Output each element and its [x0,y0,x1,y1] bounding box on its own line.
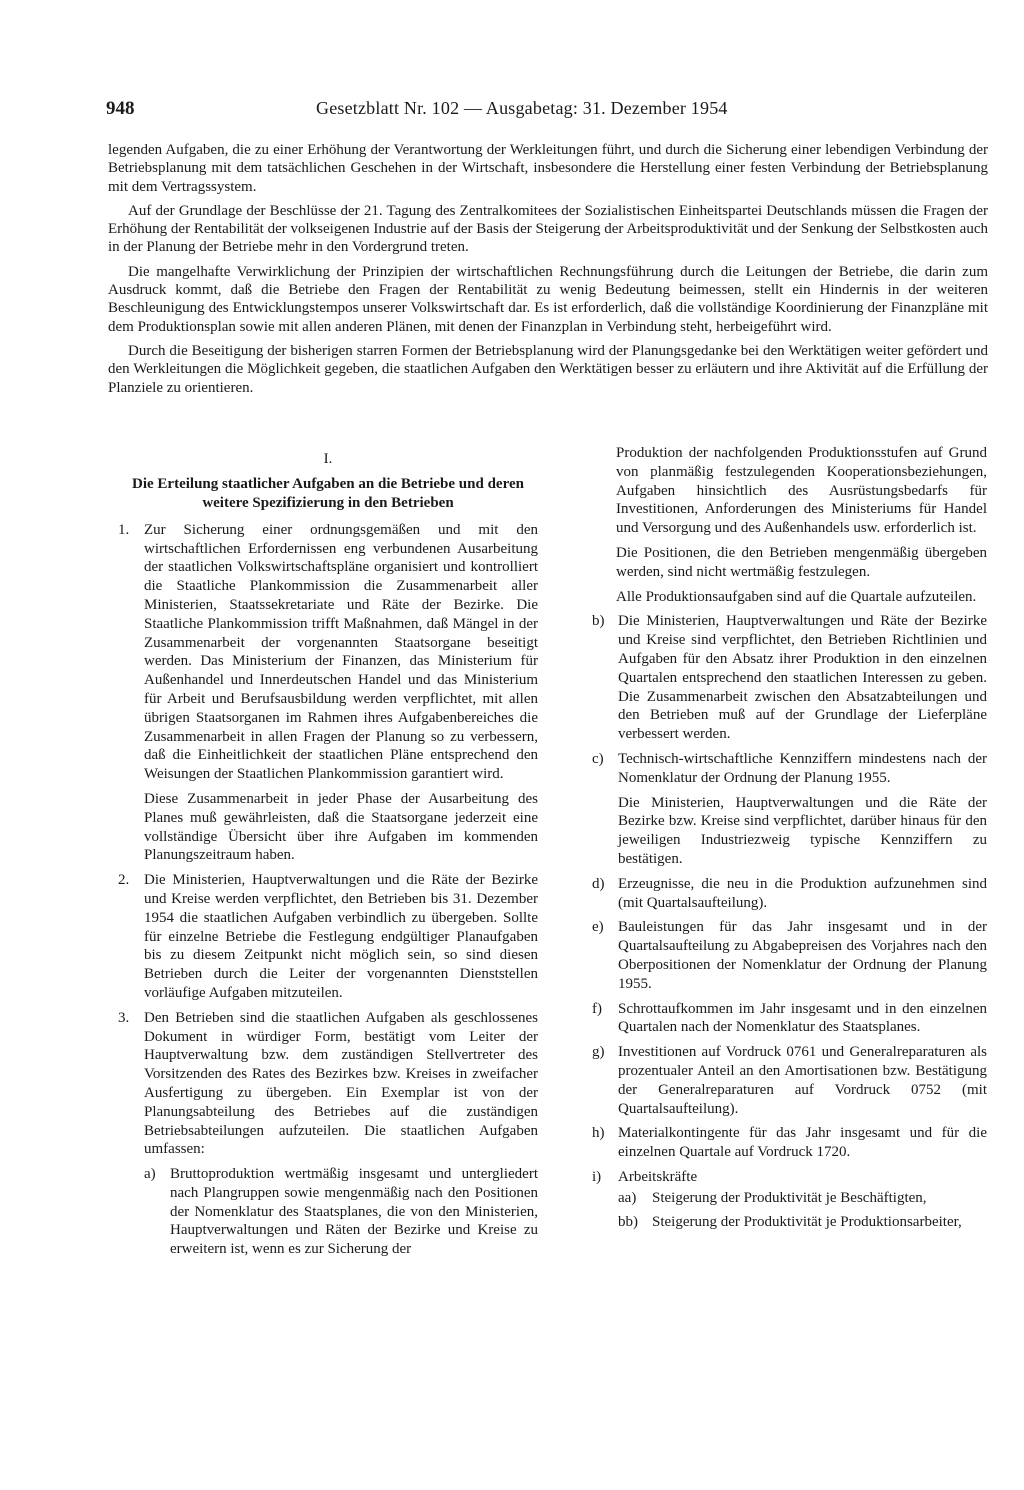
item-number: 2. [118,872,130,889]
sub-item-text: Bruttoproduktion wertmäßig insgesamt und untergliedert nach Plangruppen sowie mengenmäßig nach den Positionen der Nomenklatur des Staatsplanes, die von den Ministerien, Hauptverwaltungen und Räten der Bezirke und Kreise zu erweitern ist, wenn es zur Sicherung der [170,1166,538,1258]
sub-item-b [592,612,987,744]
continuation-paragraph: Alle Produktionsaufgaben sind auf die Quartale aufzuteilen. [616,588,977,605]
sub-item-d [592,875,987,913]
page-number: 948 [106,98,135,119]
section-number: I. [323,451,333,467]
sub-item-label: c) [592,750,604,767]
item-number: 3. [118,1009,130,1026]
sub-item-text: Bauleistungen für das Jahr insgesamt und in der Quartalsaufteilung zu Abgabepreisen des Vorjahres nach den Oberpositionen der Nomenklatur der Ordnung der Planung 1955. [618,919,987,992]
continuation-paragraph: Die Positionen, die den Betrieben mengenmäßig übergeben werden, sind nicht wertmäßig festzulegen. [616,544,987,580]
sub-sub-item-label: aa) [618,1189,637,1206]
sub-item-label: g) [592,1044,605,1061]
intro-paragraph: Durch die Beseitigung der bisherigen starren Formen der Betriebsplanung wird der Planungsgedanke bei den Werktätigen weiter gefördert und den Werkleitungen die Möglichkeit gegeben, die staatlichen Aufgaben den Werktätigen besser zu erläutern und ihre Aktivität auf die Erfüllung der Planziele zu orientieren. [108,342,988,396]
sub-item-g [592,1043,987,1118]
sub-item-a-continuation [592,444,987,606]
sub-sub-item-text: Steigerung der Produktivität je Beschäftigten, [652,1189,927,1206]
sub-item-c [592,750,987,869]
item-paragraph: Die Ministerien, Hauptverwaltungen und die Räte der Bezirke und Kreise werden verpflichtet, den Betrieben bis 31. Dezember 1954 die staatlichen Aufgaben verbindlich zu übergeben. Sollte für einzelne Betriebe die Festlegung endgültiger Planaufgaben bis zu diesem Zeitpunkt nicht möglich sein, so sind diesen Betrieben durch die Leiter der vorgenannten Dienststellen vorläufige Aufgaben mitzuteilen. [144,872,538,1001]
sub-item-text: Die Ministerien, Hauptverwaltungen und die Räte der Bezirke bzw. Kreise sind verpflichtet, darüber hinaus für den jeweiligen Industriezweig typische Kennziffern zu bestätigen. [618,794,987,867]
sub-item-label: e) [592,919,604,936]
header-title: Gesetzblatt Nr. 102 — Ausgabetag: 31. Dezember 1954 [316,98,728,118]
sub-sub-item-aa [618,1189,987,1208]
continuation-paragraph: Produktion der nachfolgenden Produktionsstufen auf Grund von planmäßig festzulegenden Kooperationsbeziehungen, Aufgaben hinsichtlich des Ausrüstungsbedarfs für Investitionen, Anforderungen des Ministeriums für Handel und Versorgung und des Außenhandels usw. erforderlich ist. [616,445,987,537]
item-paragraph: Zur Sicherung einer ordnungsgemäßen und mit den wirtschaftlichen Erfordernissen eng verbundenen Ausarbeitung der staatlichen Volkswirtschaftspläne organisiert und kontrolliert die Staatliche Plankommission die Zusammenarbeit aller Ministerien, Staatssekretariate und Räte der Bezirke. Die Staatliche Plankommission trifft Maßnahmen, daß Mängel in der Zusammenarbeit der vorgenannten Staatsorgane beseitigt werden. Das Ministerium der Finanzen, das Ministerium für Außenhandel und Innerdeutschen Handel und das Ministerium für Arbeit und Berufsausbildung werden verpflichtet, mit allen übrigen Staatsorganen im Rahmen ihres Aufgabenbereiches die Zusammenarbeit in allen Fragen der Planung so zu verbessern, daß die Einheitlichkeit der staatlichen Pläne entsprechend den Weisungen der Staatlichen Plankommission garantiert wird. [144,521,538,783]
sub-item-h [592,1124,987,1162]
sub-item-label: a) [144,1166,156,1183]
sub-item-text: Erzeugnisse, die neu in die Produktion aufzunehmen sind (mit Quartalsaufteilung). [618,875,987,911]
item-number: 1. [118,521,130,538]
sub-item-text: Arbeitskräfte [618,1168,698,1185]
sub-sub-item-label: bb) [618,1214,638,1231]
sub-item-text: Technisch-wirtschaftliche Kennziffern mindestens nach der Nomenklatur der Ordnung der Planung 1955. [618,750,987,786]
sub-item-i [592,1168,987,1232]
list-item-3 [118,1009,538,1259]
sub-item-label: h) [592,1125,605,1142]
item-paragraph: Den Betrieben sind die staatlichen Aufgaben als geschlossenes Dokument in würdiger Form, bestätigt vom Leiter der Hauptverwaltung bzw. dem zuständigen Stellvertreter des Vorsitzenden des Rates des Bezirkes bzw. Kreises in zweifacher Ausfertigung zu übergeben. Ein Exemplar ist von der Planungsabteilung des Betriebes auf die zuständigen Betriebsabteilungen aufzuteilen. Die staatlichen Aufgaben umfassen: [144,1009,538,1158]
intro-paragraph: Auf der Grundlage der Beschlüsse der 21. Tagung des Zentralkomitees der Sozialistischen Einheitspartei Deutschlands müssen die Fragen der Erhöhung der Rentabilität der volkseigenen Industrie auf der Basis der Steigerung der Arbeitsproduktivität und der Senkung der Selbstkosten auch in der Planung der Betriebe mehr in den Vordergrund treten. [108,202,988,256]
sub-item-label: b) [592,613,605,630]
sub-item-text: Die Ministerien, Hauptverwaltungen und Räte der Bezirke und Kreise sind verpflichtet, den Betrieben Richtlinien und Aufgaben für den Absatz ihrer Produktion in den einzelnen Quartalen entsprechend den staatlichen Interessen zu geben. Die Zusammenarbeit zwischen den Absatzabteilungen und den Betrieben muß auf der Grundlage der Lieferpläne verbessert werden. [618,613,987,743]
item-paragraph: Diese Zusammenarbeit in jeder Phase der Ausarbeitung des Planes muß gewährleisten, daß die Staatsorgane jederzeit eine vollständige Übersicht über ihre Aufgaben im kommenden Planungszeitraum haben. [144,790,538,864]
sub-sub-item-bb [618,1213,987,1232]
sub-item-label: d) [592,875,605,892]
sub-item-label: f) [592,1000,602,1017]
list-item-2 [118,871,538,1003]
left-column [118,450,538,1265]
sub-item-label: i) [592,1168,602,1185]
sub-item-a [144,1165,538,1259]
intro-paragraph: Die mangelhafte Verwirklichung der Prinzipien der wirtschaftlichen Rechnungsführung durch die Leitungen der Betriebe, die darin zum Ausdruck kommt, daß die Betriebe den Fragen der Rentabilität zu wenig Bedeutung beimessen, stellt ein Hindernis in der weiteren Beschleunigung des Entwicklungstempos unserer Volkswirtschaft dar. Es ist erforderlich, daß die vollständige Koordinierung der Finanzpläne mit dem Produktionsplan sowie mit allen anderen Plänen, mit denen der Finanzplan in Verbindung steht, herbeigeführt wird. [108,263,988,335]
sub-item-text: Schrottaufkommen im Jahr insgesamt und in den einzelnen Quartalen nach der Nomenklatur des Staatsplanes. [618,1000,987,1036]
sub-sub-item-text: Steigerung der Produktivität je Produktionsarbeiter, [652,1214,962,1231]
sub-item-e [592,918,987,993]
intro-paragraph: legenden Aufgaben, die zu einer Erhöhung der Verantwortung der Werkleitungen führt, und durch die Sicherung einer lebendigen Verbindung der Betriebsplanung mit dem tatsächlichen Geschehen in der Wirtschaft, insbesondere die Herstellung einer festen Verbindung der Betriebsplanung mit dem Vertragssystem. [108,142,988,195]
sub-item-f [592,1000,987,1038]
sub-item-text: Investitionen auf Vordruck 0761 und Generalreparaturen als prozentualer Anteil an den Amortisationen bzw. Bestätigung der Generalreparaturen auf Vordruck 0752 (mit Quartalsaufteilung). [618,1044,987,1117]
section-heading: Die Erteilung staatlicher Aufgaben an die Betriebe und deren weitere Spezifizierung in den Betrieben [132,475,524,511]
intro-text [108,141,988,403]
right-column [592,444,987,1238]
list-item-1 [118,521,538,865]
sub-item-text: Materialkontingente für das Jahr insgesamt und für die einzelnen Quartale auf Vordruck 1720. [618,1125,987,1161]
